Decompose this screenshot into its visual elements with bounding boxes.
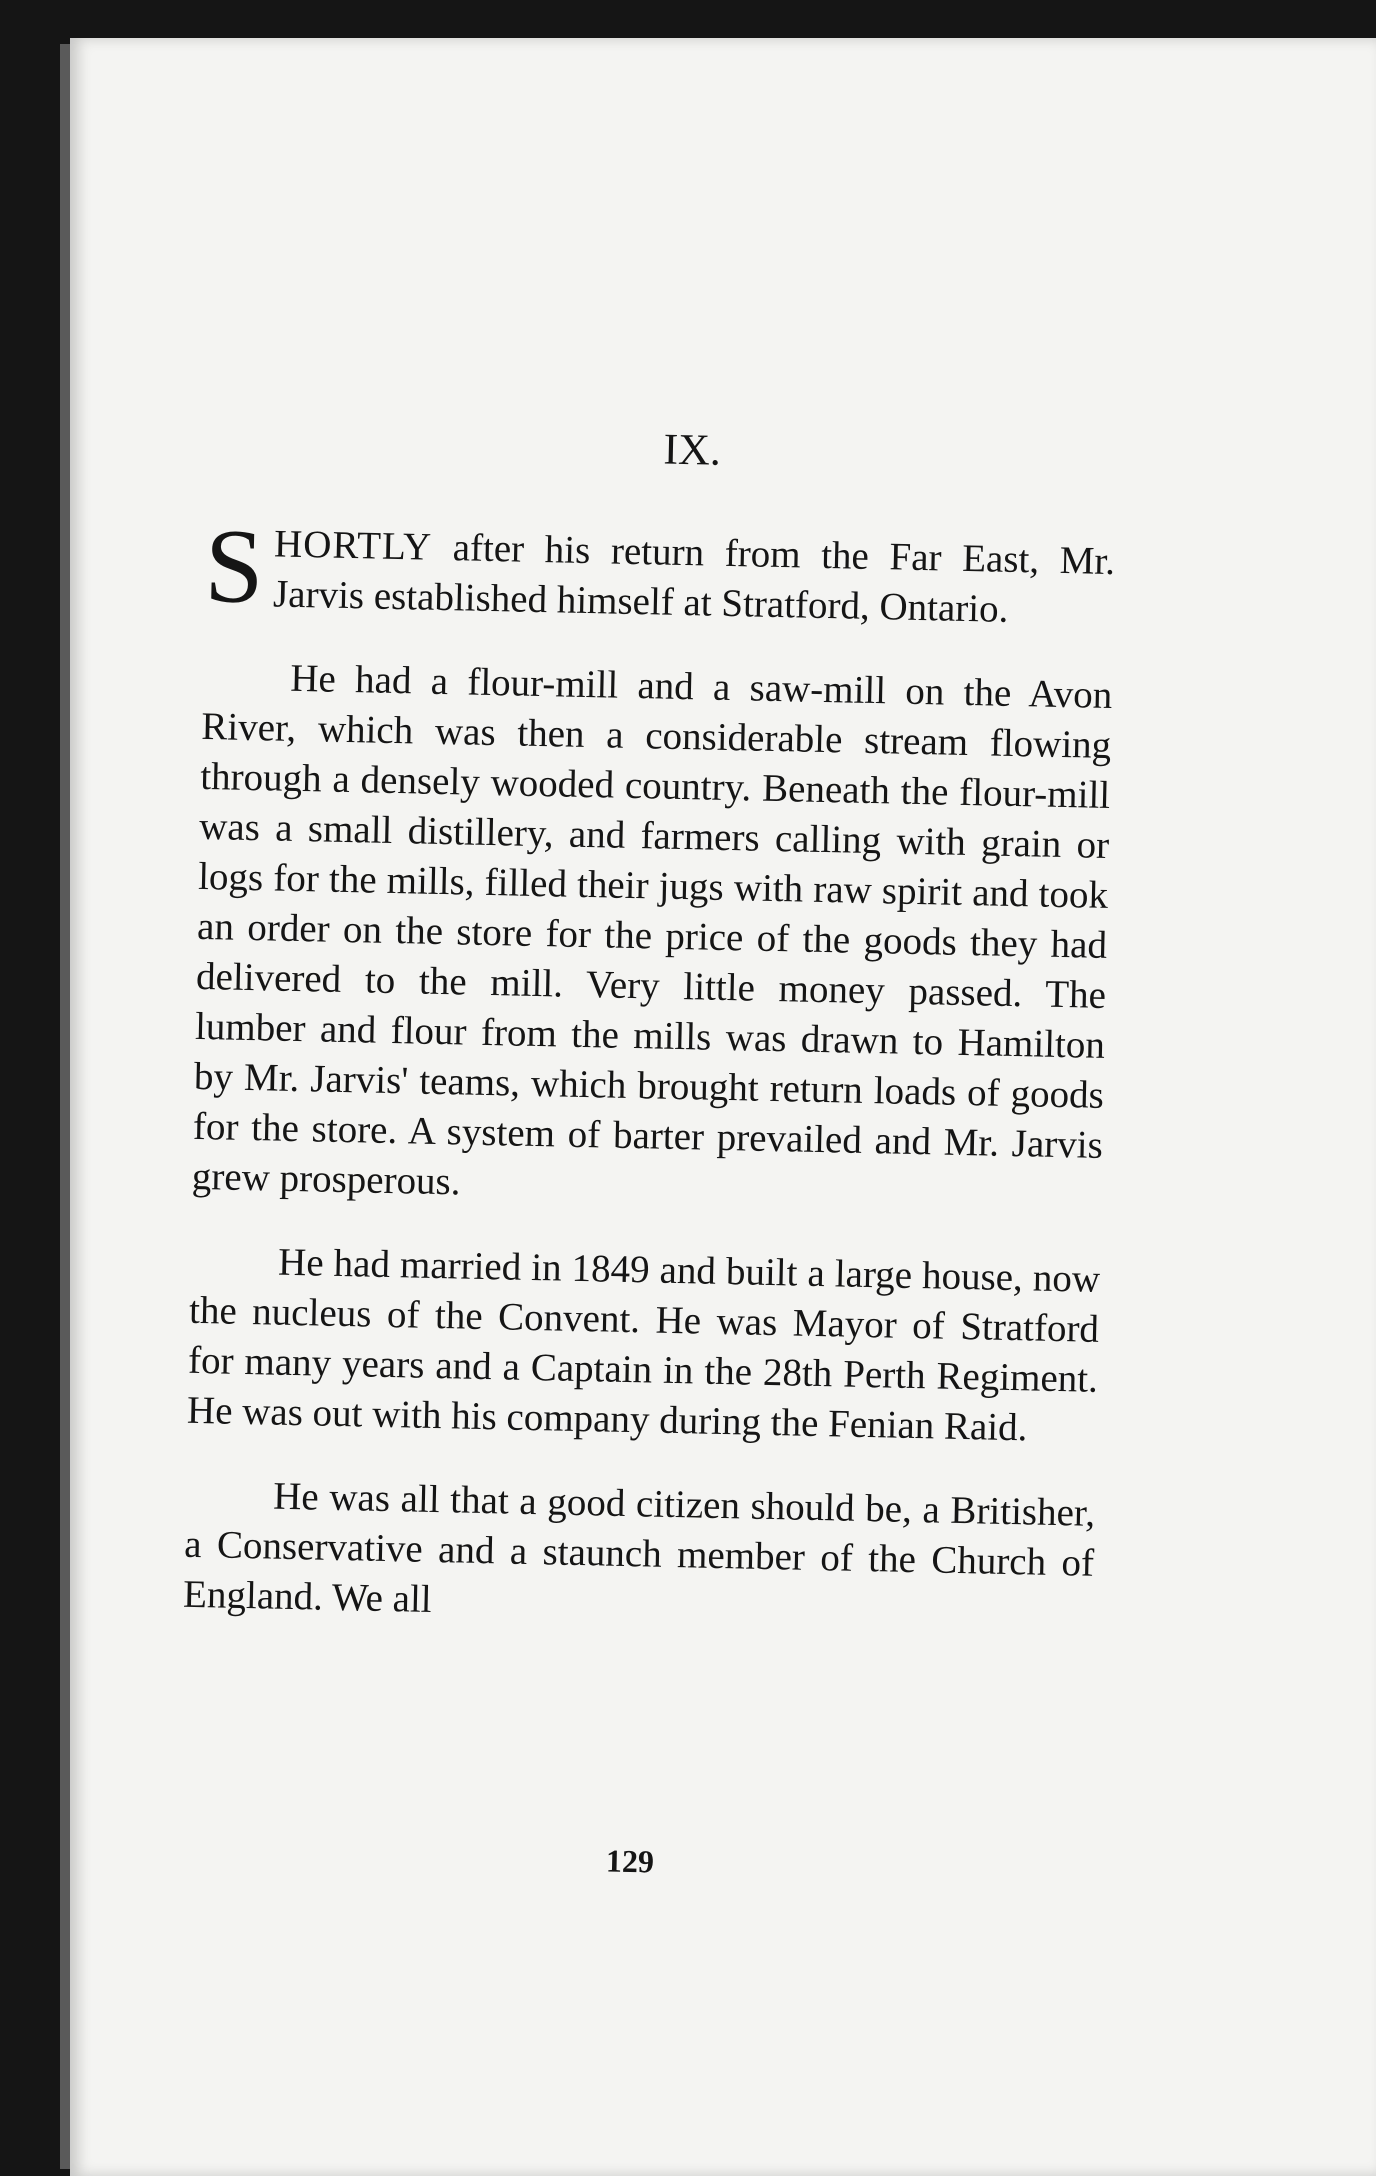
page-text-block — [182, 410, 1118, 1673]
drop-cap: S — [203, 506, 265, 626]
paragraph-marriage: He had married in 1849 and built a large house, now the nucleus of the Convent. He was Mayor of Stratford for many years and a Captain in the 28th Perth Regiment. He was out with his company during the Fenian Raid. — [186, 1240, 1101, 1450]
paragraph-mills: He had a flour-mill and a saw-mill on the Avon River, which was then a considerable stream flowing through a densely wooded country. Beneath the flour-mill was a small distillery, and farmers calling with grain or logs for the mills, filled their jugs with raw spirit and took an order on the store for the price of the goods they had delivered to the mill. Very little money passed. The lumber and flour from the mills was drawn to Hamilton by Mr. Jarvis' teams, which brought return loads of goods for the store. A system of barter prevailed and Mr. Jarvis grew prosperous. — [191, 656, 1113, 1204]
chapter-number: IX. — [663, 424, 722, 475]
page-edge — [60, 44, 70, 2169]
opening-paragraph-text: after his return from the Far East, Mr. Jarvis established himself at Stratford, Ontario. — [272, 525, 1116, 631]
opening-paragraph — [203, 506, 1116, 637]
lead-word: HORTLY — [273, 522, 433, 569]
paragraph-citizen: He was all that a good citizen should be, a Britisher, a Conservative and a staunch member of the Church of England. We all — [182, 1474, 1096, 1621]
page-number: 129 — [605, 1842, 655, 1880]
